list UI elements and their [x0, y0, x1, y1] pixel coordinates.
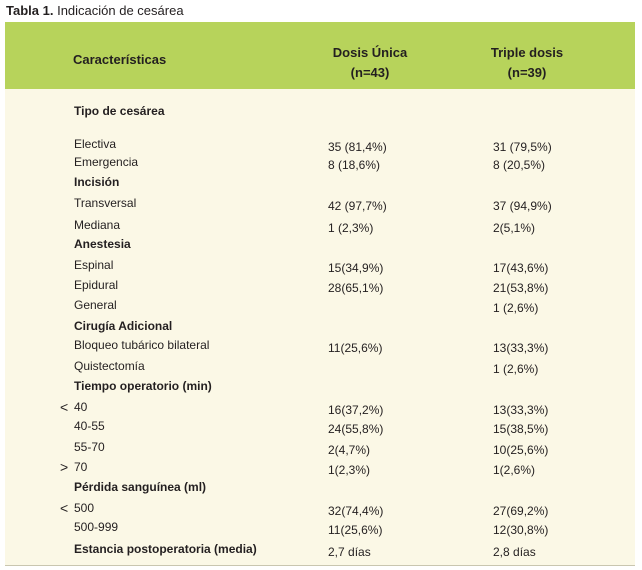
section-row — [5, 175, 635, 195]
section-label: Incisión — [74, 175, 120, 189]
row-label: Electiva — [74, 137, 117, 151]
caption-text: Indicación de cesárea — [57, 3, 184, 18]
comparison-symbol: < — [60, 500, 69, 516]
header-dosis-unica — [320, 43, 420, 83]
row-label: Emergencia — [74, 155, 139, 169]
dosis-unica-value: 11(25,6%) — [328, 523, 383, 537]
triple-dosis-value: 2,8 días — [493, 545, 536, 559]
section-label: Estancia postoperatoria (media) — [74, 542, 257, 556]
header-triple-dosis-title: Triple dosis — [490, 45, 564, 60]
row-label: 40-55 — [74, 419, 105, 433]
dosis-unica-value: 42 (97,7%) — [328, 199, 387, 213]
dosis-unica-value: 2,7 días — [328, 545, 371, 559]
triple-dosis-value: 15(38,5%) — [493, 422, 549, 436]
triple-dosis-value: 2(5,1%) — [493, 221, 536, 235]
triple-dosis-value: 1 (2,6%) — [493, 301, 539, 315]
table-row — [5, 155, 635, 175]
row-label: 55-70 — [74, 440, 105, 454]
row-label: Epidural — [74, 278, 119, 292]
dosis-unica-value: 1(2,3%) — [328, 463, 371, 477]
table-row — [5, 460, 635, 480]
row-label: Espinal — [74, 258, 114, 272]
table-row — [5, 359, 635, 379]
table-row — [5, 258, 635, 278]
section-row — [5, 379, 635, 399]
table-row — [5, 520, 635, 540]
caption-label: Tabla 1. — [6, 3, 54, 18]
dosis-unica-value: 15(34,9%) — [328, 261, 384, 275]
table-row — [5, 137, 635, 157]
row-label: Quistectomía — [74, 359, 145, 373]
section-row — [5, 542, 635, 562]
triple-dosis-value: 13(33,3%) — [493, 403, 549, 417]
triple-dosis-value: 27(69,2%) — [493, 504, 549, 518]
triple-dosis-value: 31 (79,5%) — [493, 140, 552, 154]
section-row — [5, 480, 635, 500]
triple-dosis-value: 17(43,6%) — [493, 261, 549, 275]
data-table — [5, 22, 635, 566]
header-dosis-unica-title: Dosis Única — [332, 45, 408, 60]
row-label: 500 — [74, 501, 95, 515]
comparison-symbol: > — [60, 459, 69, 475]
row-label: General — [74, 298, 117, 312]
section-row — [5, 104, 635, 124]
dosis-unica-value: 28(65,1%) — [328, 281, 384, 295]
header-triple-dosis — [477, 43, 577, 83]
table-row — [5, 218, 635, 238]
section-label: Anestesia — [74, 237, 131, 251]
table-row — [5, 298, 635, 318]
dosis-unica-value: 8 (18,6%) — [328, 158, 381, 172]
dosis-unica-value: 2(4,7%) — [328, 443, 371, 457]
dosis-unica-value: 24(55,8%) — [328, 422, 384, 436]
table-row — [5, 419, 635, 439]
table-row — [5, 278, 635, 298]
section-row — [5, 319, 635, 339]
section-label: Tipo de cesárea — [74, 104, 165, 118]
dosis-unica-value: 1 (2,3%) — [328, 221, 374, 235]
header-caracteristicas: Características — [73, 52, 167, 67]
table-caption — [6, 3, 184, 18]
triple-dosis-value: 12(30,8%) — [493, 523, 549, 537]
section-label: Cirugía Adicional — [74, 319, 173, 333]
row-label: 40 — [74, 400, 88, 414]
triple-dosis-value: 21(53,8%) — [493, 281, 549, 295]
row-label: Bloqueo tubárico bilateral — [74, 338, 210, 352]
triple-dosis-value: 10(25,6%) — [493, 443, 549, 457]
table-row — [5, 400, 635, 420]
row-label: Transversal — [74, 196, 137, 210]
table-row — [5, 196, 635, 216]
triple-dosis-value: 1(2,6%) — [493, 463, 536, 477]
table-row — [5, 501, 635, 521]
table-row — [5, 440, 635, 460]
header-dosis-unica-n: (n=43) — [350, 65, 390, 80]
table-header — [5, 22, 635, 89]
dosis-unica-value: 32(74,4%) — [328, 504, 384, 518]
section-label: Tiempo operatorio (min) — [74, 379, 212, 393]
dosis-unica-value: 16(37,2%) — [328, 403, 384, 417]
section-label: Pérdida sanguínea (ml) — [74, 480, 207, 494]
row-label: 70 — [74, 460, 88, 474]
dosis-unica-value: 35 (81,4%) — [328, 140, 387, 154]
triple-dosis-value: 1 (2,6%) — [493, 362, 539, 376]
triple-dosis-value: 8 (20,5%) — [493, 158, 546, 172]
comparison-symbol: < — [60, 399, 69, 415]
row-label: 500-999 — [74, 520, 119, 534]
dosis-unica-value: 11(25,6%) — [328, 341, 383, 355]
row-label: Mediana — [74, 218, 121, 232]
header-triple-dosis-n: (n=39) — [507, 65, 547, 80]
triple-dosis-value: 37 (94,9%) — [493, 199, 552, 213]
section-row — [5, 237, 635, 257]
triple-dosis-value: 13(33,3%) — [493, 341, 549, 355]
table-row — [5, 338, 635, 358]
